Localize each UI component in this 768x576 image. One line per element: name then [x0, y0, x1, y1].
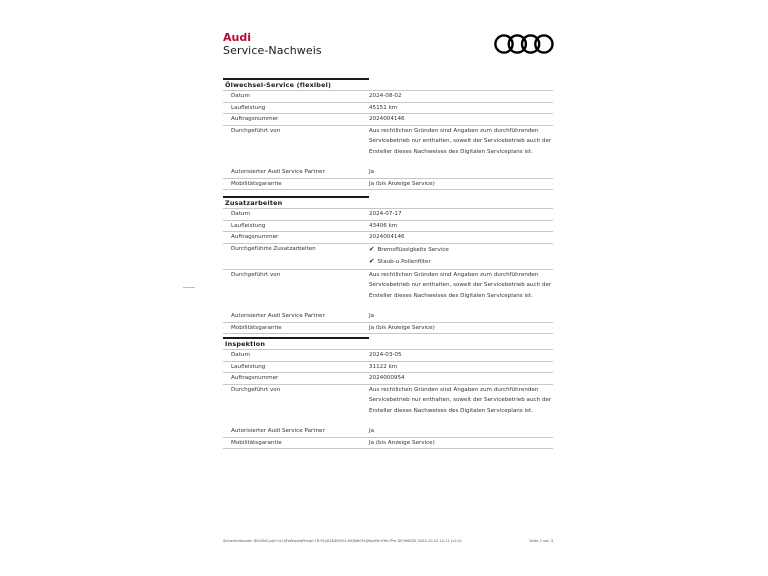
footer-left	[223, 539, 462, 543]
work-item-label: Staub-u.Pollenfilter	[377, 259, 431, 265]
row-value	[369, 244, 553, 269]
row-value: Ja	[369, 169, 375, 175]
page-number: Seite 2 von 3	[529, 539, 553, 543]
section-title: Ölwechsel-Service (flexibel)	[223, 80, 553, 91]
row-laufleistung	[223, 103, 553, 115]
row-laufleistung	[223, 362, 553, 374]
row-value: Ja	[369, 428, 375, 434]
row-label: Autorisierter Audi Service Partner	[231, 313, 325, 319]
row-label: Datum	[231, 352, 250, 358]
row-value: 31122 km	[369, 363, 398, 370]
legal-note-line: Ersteller dieses Nachweises des Digitalen Serviceplans ist.	[369, 148, 533, 155]
row-durchgefuehrt-von	[223, 385, 553, 427]
work-item	[369, 244, 553, 257]
row-auftragsnummer	[223, 232, 553, 244]
row-label: Autorisierter Audi Service Partner	[231, 169, 325, 175]
row-service-partner	[223, 167, 553, 179]
row-value: 2024-07-17	[369, 211, 402, 217]
row-value: 43406 km	[369, 222, 398, 229]
row-value: Ja (bis Anzeige Service)	[369, 324, 435, 331]
row-value: 2024004146	[369, 116, 405, 122]
row-label: Durchgeführt von	[231, 386, 281, 393]
row-value: 2024004146	[369, 234, 405, 240]
legal-note-line: Servicebetrieb nur enthalten, soweit der Servicebetrieb auch der	[369, 282, 552, 288]
legal-note-line: Servicebetrieb nur enthalten, soweit der Servicebetrieb auch der	[369, 138, 552, 144]
section-zusatzarbeiten	[223, 196, 553, 334]
row-label: Durchgeführt von	[231, 127, 281, 134]
row-mobilitaetsgarantie	[223, 323, 553, 335]
checkmark-icon: ✔	[369, 244, 375, 253]
row-label: Datum	[231, 211, 250, 217]
row-label: Auftragsnummer	[231, 234, 279, 240]
row-laufleistung	[223, 221, 553, 233]
fold-mark	[183, 287, 195, 288]
row-label: Mobilitätsgarantie	[231, 324, 282, 331]
document-title: Service-Nachweis	[223, 44, 322, 57]
page-footer	[223, 539, 553, 543]
row-mobilitaetsgarantie	[223, 179, 553, 191]
legal-note-line: Ersteller dieses Nachweises des Digitalen Serviceplans ist.	[369, 292, 533, 299]
footer-meta: DE266030 2025-10-22 12:11 (v2.0)	[397, 539, 462, 543]
row-label: Auftragsnummer	[231, 116, 279, 122]
row-value: 2024-03-05	[369, 352, 402, 358]
row-datum	[223, 209, 553, 221]
section-title: Inspektion	[223, 339, 553, 350]
row-value: 2024-08-02	[369, 93, 402, 99]
row-label: Laufleistung	[231, 363, 266, 370]
legal-note-line: Servicebetrieb nur enthalten, soweit der Servicebetrieb auch der	[369, 397, 552, 403]
document-header	[223, 32, 322, 58]
section-title: Zusatzarbeiten	[223, 198, 553, 209]
work-item	[369, 256, 553, 269]
row-zusatzarbeiten	[223, 244, 553, 270]
row-value: Ja (bis Anzeige Service)	[369, 180, 435, 187]
legal-note-line: Aus rechtlichen Gründen sind Angaben zum durchführenden	[369, 271, 539, 278]
checkmark-icon: ✔	[369, 257, 375, 265]
row-value	[369, 126, 553, 168]
row-value	[369, 270, 553, 312]
security-code: Sicherheitscode: BVv5NCyqH+d-UjFsWxpeqPhegG+R-YSyD2K4lRGCt-MQ6i80FsQNyeNmFHk7Pm	[223, 539, 397, 543]
row-auftragsnummer	[223, 373, 553, 385]
legal-note-line: Aus rechtlichen Gründen sind Angaben zum durchführenden	[369, 386, 539, 393]
row-label: Mobilitätsgarantie	[231, 180, 282, 187]
row-service-partner	[223, 426, 553, 438]
row-label: Laufleistung	[231, 222, 266, 229]
row-label: Durchgeführt von	[231, 271, 281, 278]
section-inspektion	[223, 337, 553, 449]
section-oelwechsel	[223, 78, 553, 190]
row-datum	[223, 91, 553, 103]
row-value: 45151 km	[369, 104, 398, 111]
work-item-label: Bremsflüssigkeits Service	[377, 246, 449, 253]
row-label: Autorisierter Audi Service Partner	[231, 428, 325, 434]
row-durchgefuehrt-von	[223, 126, 553, 168]
row-label: Durchgeführte Zusatzarbeiten	[231, 245, 316, 252]
row-mobilitaetsgarantie	[223, 438, 553, 450]
legal-note-line: Ersteller dieses Nachweises des Digitalen Serviceplans ist.	[369, 407, 533, 414]
row-service-partner	[223, 311, 553, 323]
row-label: Laufleistung	[231, 104, 266, 111]
row-auftragsnummer	[223, 114, 553, 126]
row-datum	[223, 350, 553, 362]
row-label: Auftragsnummer	[231, 375, 279, 381]
legal-note-line: Aus rechtlichen Gründen sind Angaben zum durchführenden	[369, 127, 539, 134]
audi-four-rings-icon	[494, 33, 554, 55]
row-value: 2024000954	[369, 375, 405, 381]
brand-name: Audi	[223, 31, 251, 44]
row-label: Datum	[231, 93, 250, 99]
row-value: Ja (bis Anzeige Service)	[369, 439, 435, 446]
row-value: Ja	[369, 313, 375, 319]
row-value	[369, 385, 553, 427]
row-durchgefuehrt-von	[223, 270, 553, 312]
row-label: Mobilitätsgarantie	[231, 439, 282, 446]
